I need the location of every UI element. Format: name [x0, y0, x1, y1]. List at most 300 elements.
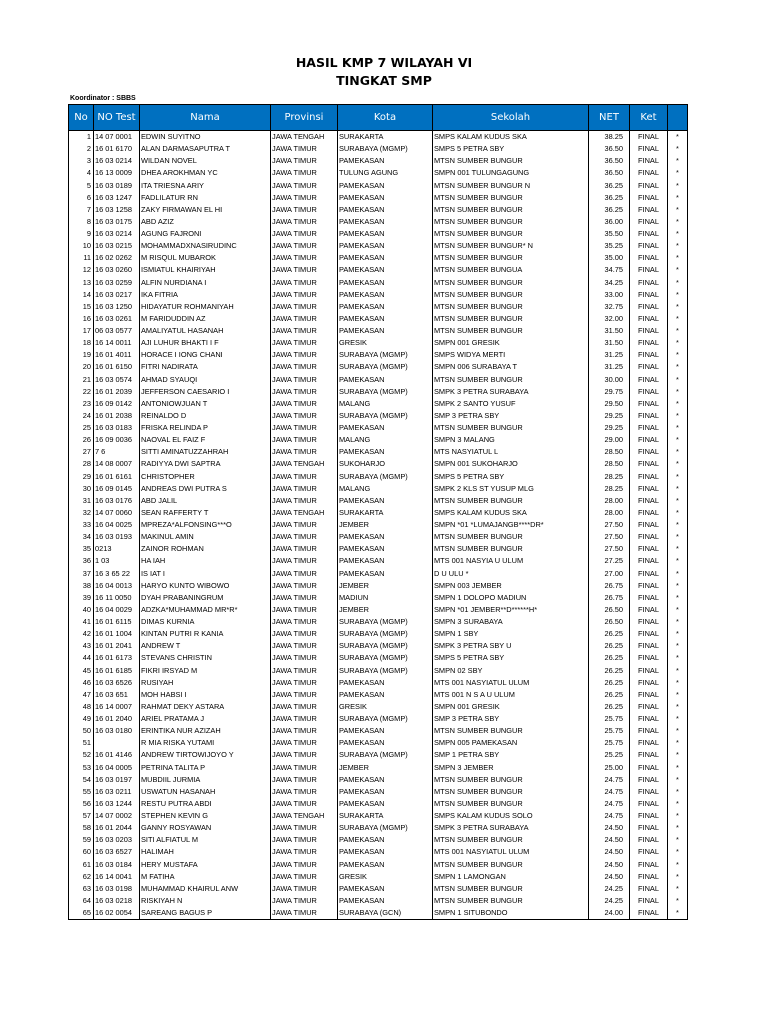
cell-nama: USWATUN HASANAH [140, 786, 271, 798]
cell-no-test: 16 01 6115 [94, 616, 140, 628]
cell-net: 24.75 [589, 798, 630, 810]
cell-nama: MPREZA*ALFONSING***O [140, 519, 271, 531]
cell-sekolah: MTSN SUMBER BUNGUR [433, 531, 589, 543]
cell-no-test: 16 03 0218 [94, 895, 140, 907]
cell-net: 24.50 [589, 822, 630, 834]
cell-no: 16 [69, 313, 94, 325]
cell-no: 6 [69, 192, 94, 204]
table-row [69, 422, 688, 434]
cell-no-test: 16 03 0183 [94, 422, 140, 434]
cell-kota: PAMEKASAN [338, 543, 433, 555]
cell-kota: PAMEKASAN [338, 313, 433, 325]
cell-net: 24.50 [589, 846, 630, 858]
coordinator-label: Koordinator : SBBS [70, 95, 136, 102]
cell-no-test: 16 04 0005 [94, 762, 140, 774]
cell-kota: SURABAYA (MGMP) [338, 361, 433, 373]
cell-sekolah: SMPN 001 SUKOHARJO [433, 458, 589, 470]
cell-mark: * [668, 398, 688, 410]
cell-net: 26.25 [589, 665, 630, 677]
cell-no-test: 16 01 4011 [94, 349, 140, 361]
cell-sekolah: MTSN SUMBER BUNGUR [433, 798, 589, 810]
column-header-ket: Ket [630, 105, 668, 131]
cell-kota: PAMEKASAN [338, 228, 433, 240]
column-header-mark [668, 105, 688, 131]
cell-nama: ISMIATUL KHAIRIYAH [140, 264, 271, 276]
cell-provinsi: JAWA TIMUR [271, 895, 338, 907]
cell-sekolah: MTSN SUMBER BUNGUR N [433, 180, 589, 192]
table-row [69, 713, 688, 725]
cell-provinsi: JAWA TIMUR [271, 628, 338, 640]
cell-sekolah: MTS 001 NASYIA U ULUM [433, 555, 589, 567]
cell-ket: FINAL [630, 386, 668, 398]
cell-nama: FADLILATUR RN [140, 192, 271, 204]
cell-no-test: 16 03 0215 [94, 240, 140, 252]
cell-nama: WILDAN NOVEL [140, 155, 271, 167]
cell-kota: PAMEKASAN [338, 180, 433, 192]
cell-mark: * [668, 180, 688, 192]
cell-no: 54 [69, 774, 94, 786]
cell-kota: SURABAYA (MGMP) [338, 410, 433, 422]
cell-mark: * [668, 822, 688, 834]
cell-nama: AGUNG FAJRONI [140, 228, 271, 240]
cell-net: 24.50 [589, 859, 630, 871]
cell-net: 24.00 [589, 907, 630, 920]
cell-no: 36 [69, 555, 94, 567]
cell-no: 28 [69, 458, 94, 470]
cell-sekolah: MTSN SUMBER BUNGUR [433, 883, 589, 895]
cell-no: 25 [69, 422, 94, 434]
cell-mark: * [668, 228, 688, 240]
table-row [69, 604, 688, 616]
cell-no: 12 [69, 264, 94, 276]
cell-no-test: 16 01 4146 [94, 749, 140, 761]
cell-ket: FINAL [630, 204, 668, 216]
cell-ket: FINAL [630, 252, 668, 264]
cell-kota: PAMEKASAN [338, 277, 433, 289]
cell-nama: HA IAH [140, 555, 271, 567]
cell-mark: * [668, 568, 688, 580]
cell-kota: PAMEKASAN [338, 192, 433, 204]
cell-sekolah: MTSN SUMBER BUNGUR [433, 204, 589, 216]
cell-mark: * [668, 204, 688, 216]
cell-net: 25.75 [589, 725, 630, 737]
cell-ket: FINAL [630, 192, 668, 204]
cell-mark: * [668, 859, 688, 871]
cell-net: 28.50 [589, 458, 630, 470]
cell-no: 38 [69, 580, 94, 592]
cell-provinsi: JAWA TIMUR [271, 762, 338, 774]
cell-sekolah: SMPS 5 PETRA SBY [433, 471, 589, 483]
cell-ket: FINAL [630, 883, 668, 895]
cell-provinsi: JAWA TIMUR [271, 313, 338, 325]
table-row [69, 337, 688, 349]
cell-no-test: 16 02 0262 [94, 252, 140, 264]
cell-provinsi: JAWA TIMUR [271, 337, 338, 349]
cell-nama: STEVANS CHRISTIN [140, 652, 271, 664]
cell-no-test: 16 01 2044 [94, 822, 140, 834]
cell-nama: PETRINA TALITA P [140, 762, 271, 774]
cell-no: 13 [69, 277, 94, 289]
table-row [69, 543, 688, 555]
cell-no: 49 [69, 713, 94, 725]
cell-nama: FRISKA RELINDA P [140, 422, 271, 434]
cell-ket: FINAL [630, 264, 668, 276]
cell-provinsi: JAWA TIMUR [271, 471, 338, 483]
cell-provinsi: JAWA TIMUR [271, 252, 338, 264]
cell-mark: * [668, 543, 688, 555]
cell-ket: FINAL [630, 713, 668, 725]
cell-no-test: 16 03 0184 [94, 859, 140, 871]
cell-provinsi: JAWA TIMUR [271, 859, 338, 871]
table-row [69, 762, 688, 774]
cell-kota: PAMEKASAN [338, 374, 433, 386]
cell-kota: PAMEKASAN [338, 568, 433, 580]
cell-no: 14 [69, 289, 94, 301]
cell-net: 36.50 [589, 155, 630, 167]
cell-sekolah: MTSN SUMBER BUNGUR [433, 774, 589, 786]
cell-sekolah: SMPN 001 GRESIK [433, 337, 589, 349]
cell-kota: PAMEKASAN [338, 798, 433, 810]
cell-nama: FIKRI IRSYAD M [140, 665, 271, 677]
cell-no-test: 14 07 0002 [94, 810, 140, 822]
cell-nama: MAKINUL AMIN [140, 531, 271, 543]
cell-kota: PAMEKASAN [338, 725, 433, 737]
cell-mark: * [668, 883, 688, 895]
cell-nama: M FATIHA [140, 871, 271, 883]
cell-no-test: 16 13 0009 [94, 167, 140, 179]
cell-no-test: 16 03 0176 [94, 495, 140, 507]
cell-ket: FINAL [630, 143, 668, 155]
cell-kota: PAMEKASAN [338, 883, 433, 895]
cell-provinsi: JAWA TIMUR [271, 749, 338, 761]
cell-sekolah: SMPN 1 SITUBONDO [433, 907, 589, 920]
table-row [69, 180, 688, 192]
cell-nama: RISKIYAH N [140, 895, 271, 907]
cell-net: 31.50 [589, 325, 630, 337]
cell-no: 33 [69, 519, 94, 531]
cell-nama: MUHAMMAD KHAIRUL ANW [140, 883, 271, 895]
cell-sekolah: MTSN SUMBER BUNGUR [433, 325, 589, 337]
cell-mark: * [668, 192, 688, 204]
cell-sekolah: MTSN SUMBER BUNGUR [433, 228, 589, 240]
cell-no-test: 14 08 0007 [94, 458, 140, 470]
cell-mark: * [668, 252, 688, 264]
cell-ket: FINAL [630, 337, 668, 349]
cell-no-test: 16 14 0011 [94, 337, 140, 349]
table-row [69, 204, 688, 216]
cell-ket: FINAL [630, 325, 668, 337]
cell-kota: SURABAYA (MGMP) [338, 143, 433, 155]
cell-net: 24.50 [589, 834, 630, 846]
cell-kota: SURAKARTA [338, 507, 433, 519]
cell-mark: * [668, 749, 688, 761]
cell-mark: * [668, 410, 688, 422]
cell-mark: * [668, 713, 688, 725]
cell-no-test: 1 03 [94, 555, 140, 567]
table-row [69, 277, 688, 289]
cell-provinsi: JAWA TIMUR [271, 155, 338, 167]
cell-nama: ALFIN NURDIANA I [140, 277, 271, 289]
cell-sekolah: SMPN 3 JEMBER [433, 762, 589, 774]
cell-no: 41 [69, 616, 94, 628]
cell-kota: PAMEKASAN [338, 240, 433, 252]
cell-net: 29.00 [589, 434, 630, 446]
cell-sekolah: MTS NASYIATUL L [433, 446, 589, 458]
cell-kota: PAMEKASAN [338, 689, 433, 701]
cell-sekolah: MTS 001 N S A U ULUM [433, 689, 589, 701]
cell-net: 26.25 [589, 652, 630, 664]
column-header-provinsi: Provinsi [271, 105, 338, 131]
cell-mark: * [668, 555, 688, 567]
cell-no: 24 [69, 410, 94, 422]
table-row [69, 240, 688, 252]
cell-kota: PAMEKASAN [338, 737, 433, 749]
cell-sekolah: MTSN SUMBER BUNGUR [433, 252, 589, 264]
cell-no-test: 16 03 0214 [94, 155, 140, 167]
cell-mark: * [668, 131, 688, 144]
cell-ket: FINAL [630, 568, 668, 580]
cell-nama: ERINTIKA NUR AZIZAH [140, 725, 271, 737]
table-row [69, 216, 688, 228]
cell-mark: * [668, 580, 688, 592]
cell-net: 32.00 [589, 313, 630, 325]
cell-nama: CHRISTOPHER [140, 471, 271, 483]
cell-net: 36.50 [589, 167, 630, 179]
cell-kota: JEMBER [338, 519, 433, 531]
table-row [69, 386, 688, 398]
column-header-no-test: NO Test [94, 105, 140, 131]
cell-net: 25.75 [589, 713, 630, 725]
table-row [69, 264, 688, 276]
table-row [69, 701, 688, 713]
cell-kota: SURABAYA (MGMP) [338, 349, 433, 361]
column-header-kota: Kota [338, 105, 433, 131]
cell-nama: ANTONIOWJUAN T [140, 398, 271, 410]
table-row [69, 834, 688, 846]
cell-no-test: 16 01 2040 [94, 713, 140, 725]
cell-nama: ADZKA*MUHAMMAD MR*R* [140, 604, 271, 616]
cell-nama: R MIA RISKA YUTAMI [140, 737, 271, 749]
cell-sekolah: SMPN 005 PAMEKASAN [433, 737, 589, 749]
cell-sekolah: MTSN SUMBER BUNGUR [433, 374, 589, 386]
table-row [69, 798, 688, 810]
cell-net: 31.50 [589, 337, 630, 349]
cell-ket: FINAL [630, 543, 668, 555]
cell-sekolah: MTSN SUMBER BUNGUR [433, 725, 589, 737]
table-row [69, 652, 688, 664]
cell-kota: SUKOHARJO [338, 458, 433, 470]
cell-provinsi: JAWA TIMUR [271, 386, 338, 398]
cell-nama: RUSIYAH [140, 677, 271, 689]
cell-no: 8 [69, 216, 94, 228]
cell-kota: PAMEKASAN [338, 204, 433, 216]
cell-provinsi: JAWA TIMUR [271, 398, 338, 410]
cell-provinsi: JAWA TIMUR [271, 264, 338, 276]
cell-sekolah: SMPN 001 TULUNGAGUNG [433, 167, 589, 179]
cell-ket: FINAL [630, 798, 668, 810]
cell-mark: * [668, 652, 688, 664]
table-row [69, 143, 688, 155]
cell-provinsi: JAWA TIMUR [271, 361, 338, 373]
cell-provinsi: JAWA TIMUR [271, 446, 338, 458]
cell-nama: ITA TRIESNA ARIY [140, 180, 271, 192]
cell-kota: JEMBER [338, 762, 433, 774]
cell-sekolah: SMPN 001 GRESIK [433, 701, 589, 713]
table-row [69, 640, 688, 652]
cell-nama: ARIEL PRATAMA J [140, 713, 271, 725]
cell-ket: FINAL [630, 725, 668, 737]
table-row [69, 907, 688, 920]
cell-provinsi: JAWA TIMUR [271, 240, 338, 252]
cell-no-test: 16 04 0025 [94, 519, 140, 531]
cell-mark: * [668, 689, 688, 701]
table-row [69, 665, 688, 677]
cell-no: 63 [69, 883, 94, 895]
results-table [68, 104, 688, 920]
cell-no: 60 [69, 846, 94, 858]
cell-no: 51 [69, 737, 94, 749]
cell-no: 22 [69, 386, 94, 398]
cell-no: 43 [69, 640, 94, 652]
cell-ket: FINAL [630, 434, 668, 446]
cell-no-test: 16 03 1244 [94, 798, 140, 810]
table-row [69, 568, 688, 580]
cell-no-test: 16 03 0203 [94, 834, 140, 846]
cell-net: 35.50 [589, 228, 630, 240]
cell-nama: M FARIDUDDIN AZ [140, 313, 271, 325]
cell-kota: SURABAYA (MGMP) [338, 822, 433, 834]
table-row [69, 192, 688, 204]
cell-ket: FINAL [630, 131, 668, 144]
cell-no: 15 [69, 301, 94, 313]
cell-no-test: 16 03 0198 [94, 883, 140, 895]
cell-ket: FINAL [630, 822, 668, 834]
cell-no: 1 [69, 131, 94, 144]
cell-ket: FINAL [630, 786, 668, 798]
cell-kota: MALANG [338, 434, 433, 446]
cell-kota: PAMEKASAN [338, 301, 433, 313]
cell-net: 36.50 [589, 143, 630, 155]
cell-nama: ALAN DARMASAPUTRA T [140, 143, 271, 155]
cell-mark: * [668, 483, 688, 495]
cell-kota: PAMEKASAN [338, 834, 433, 846]
cell-provinsi: JAWA TENGAH [271, 458, 338, 470]
cell-mark: * [668, 725, 688, 737]
cell-net: 28.00 [589, 507, 630, 519]
cell-ket: FINAL [630, 859, 668, 871]
table-row [69, 131, 688, 144]
cell-provinsi: JAWA TIMUR [271, 216, 338, 228]
cell-provinsi: JAWA TENGAH [271, 131, 338, 144]
cell-sekolah: SMPN 1 LAMONGAN [433, 871, 589, 883]
cell-provinsi: JAWA TIMUR [271, 483, 338, 495]
cell-ket: FINAL [630, 580, 668, 592]
cell-ket: FINAL [630, 446, 668, 458]
cell-nama: JEFFERSON CAESARIO I [140, 386, 271, 398]
cell-ket: FINAL [630, 422, 668, 434]
cell-no-test: 7 6 [94, 446, 140, 458]
table-row [69, 689, 688, 701]
table-row [69, 846, 688, 858]
cell-no: 53 [69, 762, 94, 774]
cell-provinsi: JAWA TIMUR [271, 180, 338, 192]
cell-sekolah: SMP 3 PETRA SBY [433, 713, 589, 725]
cell-provinsi: JAWA TIMUR [271, 677, 338, 689]
cell-mark: * [668, 786, 688, 798]
cell-sekolah: SMPN *01 *LUMAJANGB****DR* [433, 519, 589, 531]
cell-kota: GRESIK [338, 871, 433, 883]
cell-kota: PAMEKASAN [338, 325, 433, 337]
cell-net: 26.25 [589, 701, 630, 713]
cell-no-test: 16 03 0211 [94, 786, 140, 798]
cell-no-test: 16 03 0193 [94, 531, 140, 543]
cell-no: 17 [69, 325, 94, 337]
cell-provinsi: JAWA TIMUR [271, 774, 338, 786]
cell-ket: FINAL [630, 895, 668, 907]
cell-mark: * [668, 701, 688, 713]
cell-ket: FINAL [630, 810, 668, 822]
cell-kota: JEMBER [338, 604, 433, 616]
cell-provinsi: JAWA TIMUR [271, 665, 338, 677]
cell-provinsi: JAWA TIMUR [271, 374, 338, 386]
cell-net: 24.75 [589, 774, 630, 786]
cell-net: 27.25 [589, 555, 630, 567]
cell-no-test: 16 03 6526 [94, 677, 140, 689]
cell-nama: ANDREW T [140, 640, 271, 652]
cell-no-test: 16 03 0189 [94, 180, 140, 192]
cell-kota: GRESIK [338, 337, 433, 349]
cell-no-test: 16 01 6150 [94, 361, 140, 373]
cell-kota: PAMEKASAN [338, 155, 433, 167]
cell-no-test: 16 09 0145 [94, 483, 140, 495]
cell-kota: PAMEKASAN [338, 264, 433, 276]
cell-no: 7 [69, 204, 94, 216]
cell-mark: * [668, 446, 688, 458]
cell-no-test: 16 01 6170 [94, 143, 140, 155]
table-row [69, 301, 688, 313]
cell-no-test: 0213 [94, 543, 140, 555]
cell-ket: FINAL [630, 349, 668, 361]
cell-mark: * [668, 301, 688, 313]
cell-provinsi: JAWA TIMUR [271, 167, 338, 179]
cell-net: 27.00 [589, 568, 630, 580]
cell-kota: PAMEKASAN [338, 446, 433, 458]
cell-nama: SAREANG BAGUS P [140, 907, 271, 920]
cell-no-test [94, 737, 140, 749]
cell-provinsi: JAWA TIMUR [271, 277, 338, 289]
cell-kota: SURABAYA (MGMP) [338, 471, 433, 483]
cell-net: 27.50 [589, 543, 630, 555]
cell-net: 36.25 [589, 204, 630, 216]
cell-mark: * [668, 834, 688, 846]
table-row [69, 398, 688, 410]
cell-no: 46 [69, 677, 94, 689]
table-row [69, 434, 688, 446]
table-row [69, 289, 688, 301]
cell-provinsi: JAWA TIMUR [271, 349, 338, 361]
cell-nama: IKA FITRIA [140, 289, 271, 301]
cell-provinsi: JAWA TIMUR [271, 652, 338, 664]
cell-no-test: 16 03 1247 [94, 192, 140, 204]
cell-net: 28.50 [589, 446, 630, 458]
cell-net: 30.00 [589, 374, 630, 386]
cell-no: 30 [69, 483, 94, 495]
cell-sekolah: SMP 3 PETRA SBY [433, 410, 589, 422]
cell-no-test: 16 01 2038 [94, 410, 140, 422]
cell-no: 47 [69, 689, 94, 701]
table-header-row [69, 105, 688, 131]
cell-provinsi: JAWA TIMUR [271, 834, 338, 846]
